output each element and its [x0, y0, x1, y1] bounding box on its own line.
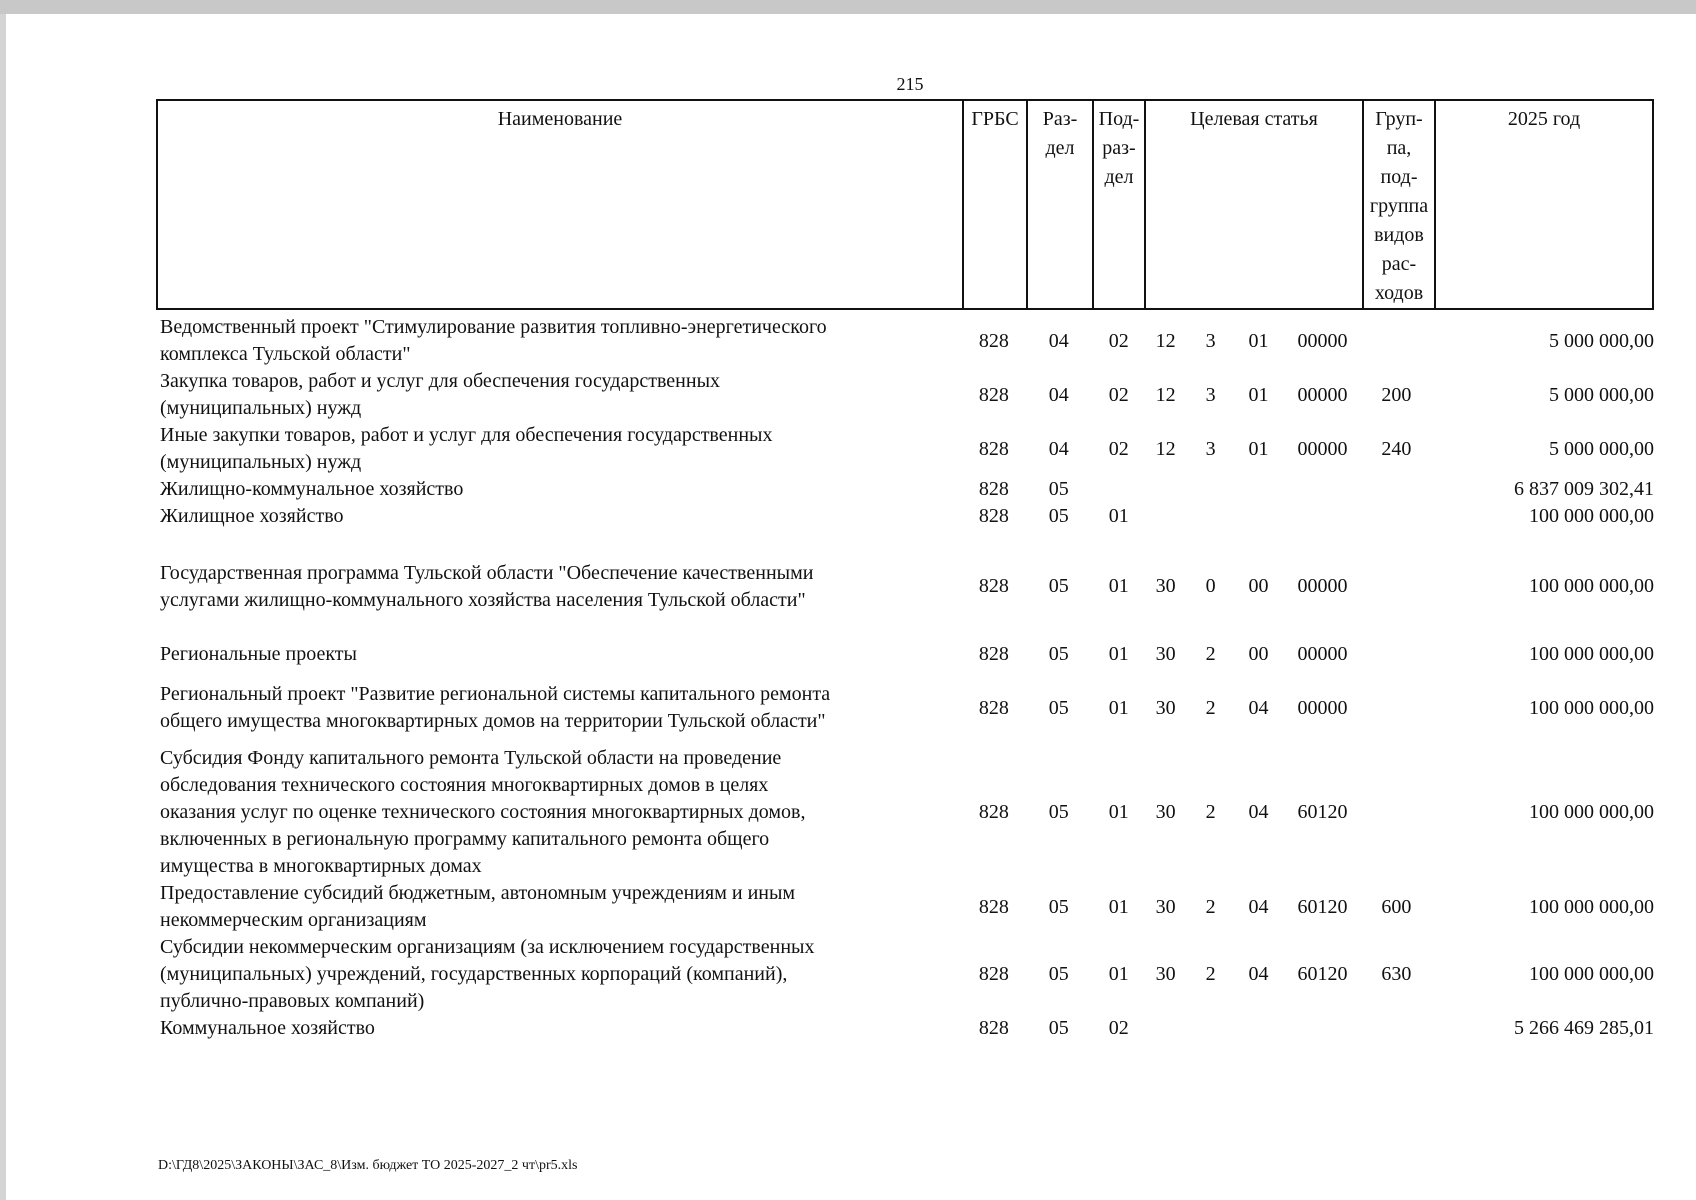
row-t3: 01 — [1248, 329, 1269, 352]
row-grbs: 828 — [978, 801, 1009, 823]
table-row — [158, 1015, 1654, 1042]
row-razdel: 05 — [1048, 696, 1069, 719]
header-name: Наименование — [497, 108, 623, 130]
row-razdel: 04 — [1048, 383, 1069, 406]
row-name-line: имущества в многоквартирных домах — [160, 855, 482, 877]
row-name-line: комплекса Тульской области" — [160, 343, 411, 365]
scan-edge-top — [0, 0, 1696, 14]
row-t4: 00000 — [1297, 329, 1348, 352]
table-row — [158, 503, 1654, 530]
row-podrazdel: 01 — [1108, 801, 1129, 823]
row-name — [158, 745, 963, 880]
row-t2: 3 — [1205, 329, 1216, 352]
row-podrazdel: 01 — [1108, 895, 1129, 918]
row-name — [158, 880, 963, 934]
row-t3: 04 — [1248, 801, 1269, 823]
row-t4: 00000 — [1297, 383, 1348, 406]
row-t1: 30 — [1155, 642, 1176, 665]
row-t2: 3 — [1205, 383, 1216, 406]
row-t1: 12 — [1155, 329, 1176, 352]
row-grbs: 828 — [978, 478, 1009, 500]
row-t2: 0 — [1205, 575, 1216, 597]
row-name-line: (муниципальных) нужд — [160, 397, 362, 419]
row-name-line: оказания услуг по оценке технического состояния многоквартирных домов, — [160, 801, 806, 823]
row-t1: 30 — [1155, 801, 1176, 823]
row-razdel: 04 — [1048, 329, 1069, 352]
row-name-line: Жилищно-коммунальное хозяйство — [160, 478, 464, 500]
row-sum: 100 000 000,00 — [1529, 505, 1654, 527]
row-sum: 5 000 000,00 — [1549, 383, 1654, 406]
row-name-line: общего имущества многоквартирных домов на территории Тульской области" — [160, 710, 826, 732]
row-name-line: Субсидии некоммерческим организациям (за исключением государственных — [160, 936, 815, 958]
row-sum: 5 266 469 285,01 — [1514, 1017, 1654, 1039]
row-name-line: Предоставление субсидий бюджетным, автономным учреждениям и иным — [160, 882, 796, 904]
row-t3: 04 — [1248, 963, 1269, 985]
row-razdel: 05 — [1048, 1017, 1069, 1039]
table-body — [158, 314, 1654, 1042]
page-number: 215 — [896, 74, 924, 94]
row-name-line: Коммунальное хозяйство — [160, 1017, 375, 1039]
row-razdel: 05 — [1048, 895, 1069, 918]
row-podrazdel: 01 — [1108, 963, 1129, 985]
row-name-line: обследования технического состояния многоквартирных домов в целях — [160, 774, 769, 796]
row-t3: 01 — [1248, 437, 1269, 460]
row-podrazdel: 02 — [1108, 437, 1129, 460]
header-grbs: ГРБС — [962, 101, 1026, 308]
row-sum: 5 000 000,00 — [1549, 437, 1654, 460]
table-row — [158, 422, 1654, 476]
row-podrazdel: 01 — [1108, 505, 1129, 527]
row-razdel: 05 — [1048, 963, 1069, 985]
row-podrazdel: 02 — [1108, 383, 1129, 406]
row-t3: 01 — [1248, 383, 1269, 406]
row-sum: 100 000 000,00 — [1529, 895, 1654, 918]
row-grbs: 828 — [978, 383, 1009, 406]
row-name-line: Ведомственный проект "Стимулирование развития топливно-энергетического — [160, 316, 827, 338]
row-sum: 6 837 009 302,41 — [1514, 478, 1654, 500]
row-vr: 200 — [1381, 383, 1412, 406]
row-podrazdel: 02 — [1108, 1017, 1129, 1039]
row-name-line: Закупка товаров, работ и услуг для обеспечения государственных — [160, 370, 721, 392]
row-razdel: 05 — [1048, 505, 1069, 527]
row-podrazdel: 02 — [1108, 329, 1129, 352]
row-sum: 5 000 000,00 — [1549, 329, 1654, 352]
row-t1: 30 — [1155, 963, 1176, 985]
row-name-line: включенных в региональную программу капитального ремонта общего — [160, 828, 770, 850]
row-grbs: 828 — [978, 505, 1009, 527]
row-name-line: Региональный проект "Развитие региональной системы капитального ремонта — [160, 683, 831, 705]
table-row — [158, 368, 1654, 422]
row-name — [158, 503, 963, 530]
row-podrazdel: 01 — [1108, 575, 1129, 597]
header-razdel: Раз- дел — [1026, 101, 1092, 308]
row-razdel: 05 — [1048, 642, 1069, 665]
row-t1: 12 — [1155, 383, 1176, 406]
header-year: 2025 год — [1434, 101, 1652, 308]
table-row — [158, 476, 1654, 503]
row-t2: 2 — [1205, 895, 1216, 918]
row-grbs: 828 — [978, 895, 1009, 918]
row-name-line: (муниципальных) нужд — [160, 451, 362, 473]
row-vr: 630 — [1381, 963, 1412, 985]
table-row — [158, 745, 1654, 880]
row-t4: 60120 — [1297, 895, 1348, 918]
row-sum: 100 000 000,00 — [1529, 642, 1654, 665]
row-razdel: 04 — [1048, 437, 1069, 460]
row-name — [158, 368, 963, 422]
row-grbs: 828 — [978, 329, 1009, 352]
row-t4: 60120 — [1297, 963, 1348, 985]
row-t2: 3 — [1205, 437, 1216, 460]
row-t3: 00 — [1248, 575, 1269, 597]
table-row — [158, 934, 1654, 1015]
row-name — [158, 314, 963, 368]
row-podrazdel: 01 — [1108, 642, 1129, 665]
row-vr: 240 — [1381, 437, 1412, 460]
row-name — [158, 681, 963, 735]
row-vr: 600 — [1381, 895, 1412, 918]
row-t4: 00000 — [1297, 642, 1348, 665]
footer-file-path: D:\ГД8\2025\ЗАКОНЫ\ЗАС_8\Изм. бюджет ТО 2025-2027_2 чт\pr5.xls — [158, 1158, 578, 1173]
row-t2: 2 — [1205, 963, 1216, 985]
row-name-line: публично-правовых компаний) — [160, 990, 425, 1012]
row-grbs: 828 — [978, 1017, 1009, 1039]
row-t1: 12 — [1155, 437, 1176, 460]
row-sum: 100 000 000,00 — [1529, 963, 1654, 985]
row-t4: 00000 — [1297, 575, 1348, 597]
row-grbs: 828 — [978, 437, 1009, 460]
table-row — [158, 314, 1654, 368]
table-row — [158, 880, 1654, 934]
row-name-line: некоммерческим организациям — [160, 909, 427, 931]
row-name — [158, 641, 963, 668]
header-target: Целевая статья — [1144, 101, 1362, 308]
row-podrazdel: 01 — [1108, 696, 1129, 719]
row-t3: 04 — [1248, 696, 1269, 719]
row-name — [158, 1015, 963, 1042]
row-t2: 2 — [1205, 801, 1216, 823]
row-razdel: 05 — [1048, 478, 1069, 500]
row-name — [158, 934, 963, 1015]
row-grbs: 828 — [978, 575, 1009, 597]
row-t1: 30 — [1155, 895, 1176, 918]
table-row — [158, 681, 1654, 735]
row-razdel: 05 — [1048, 575, 1069, 597]
row-name — [158, 476, 963, 503]
table-row — [158, 627, 1654, 681]
row-t3: 00 — [1248, 642, 1269, 665]
row-name-line: Жилищное хозяйство — [160, 505, 344, 527]
table-header — [156, 99, 1654, 310]
row-grbs: 828 — [978, 963, 1009, 985]
row-t4: 60120 — [1297, 801, 1348, 823]
row-name-line: (муниципальных) учреждений, государственных корпораций (компаний), — [160, 963, 788, 985]
row-t2: 2 — [1205, 642, 1216, 665]
row-sum: 100 000 000,00 — [1529, 696, 1654, 719]
row-name — [158, 422, 963, 476]
row-t1: 30 — [1155, 575, 1176, 597]
scan-edge-left — [0, 14, 6, 1200]
row-grbs: 828 — [978, 642, 1009, 665]
row-grbs: 828 — [978, 696, 1009, 719]
header-podrazdel: Под- раз- дел — [1092, 101, 1144, 308]
row-t1: 30 — [1155, 696, 1176, 719]
row-razdel: 05 — [1048, 801, 1069, 823]
row-t2: 2 — [1205, 696, 1216, 719]
row-sum: 100 000 000,00 — [1529, 575, 1654, 597]
row-name-line: Региональные проекты — [160, 642, 357, 665]
row-name-line: услугами жилищно-коммунального хозяйства населения Тульской области" — [160, 588, 806, 611]
row-name-line: Иные закупки товаров, работ и услуг для обеспечения государственных — [160, 424, 773, 446]
table-row — [158, 546, 1654, 627]
row-name — [158, 560, 963, 614]
header-vr: Груп- па, под- группа видов рас- ходов — [1362, 101, 1434, 308]
row-name-line: Государственная программа Тульской области "Обеспечение качественными — [160, 561, 814, 584]
row-name-line: Субсидия Фонду капитального ремонта Тульской области на проведение — [160, 747, 782, 769]
row-t3: 04 — [1248, 895, 1269, 918]
row-t4: 00000 — [1297, 696, 1348, 719]
row-t4: 00000 — [1297, 437, 1348, 460]
row-sum: 100 000 000,00 — [1529, 801, 1654, 823]
